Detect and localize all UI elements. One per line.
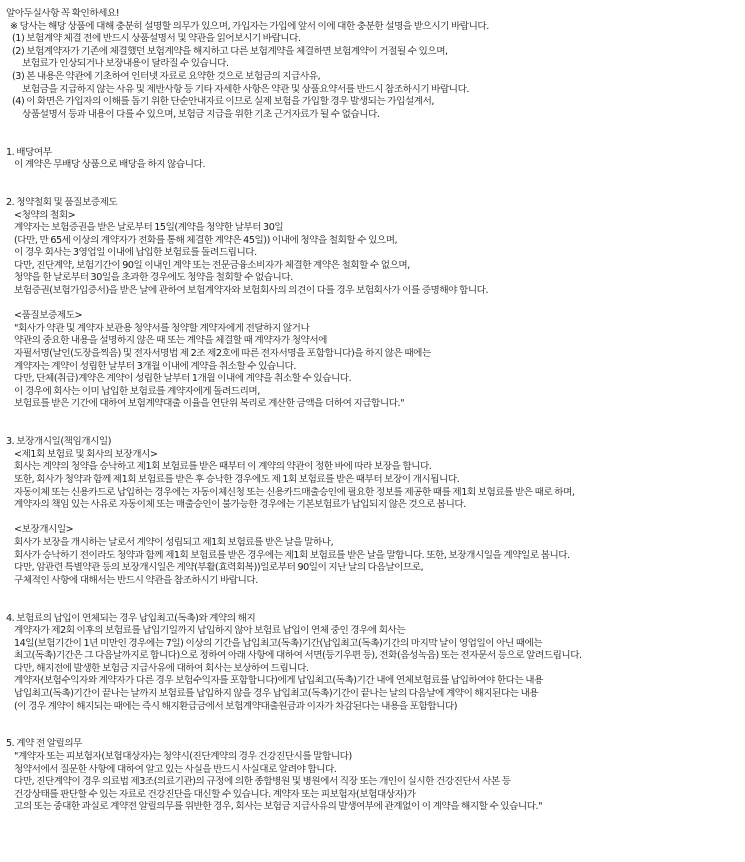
section-line: <보장개시일> bbox=[6, 524, 74, 536]
section-line: <제1회 보험료 및 회사의 보장개시> bbox=[6, 448, 158, 460]
section-line: 이 경우 회사는 3영업일 이내에 납입한 보험료를 돌려드립니다. bbox=[6, 247, 257, 259]
section-line: 또한, 회사가 청약과 함께 제1회 보험료를 받은 후 승낙한 경우에도 제 1회 보험료를 받은 때부터 보장이 개시됩니다. bbox=[6, 473, 460, 485]
section-line bbox=[6, 512, 741, 525]
section-line: <청약의 철회> bbox=[6, 209, 76, 221]
section-line: 청약을 한 날로부터 30일을 초과한 경우에도 청약을 철회할 수 없습니다. bbox=[6, 272, 293, 284]
section-line: (다만, 만 65세 이상의 계약자가 전화를 통해 체결한 계약은 45일)) 이내에 청약을 철회할 수 있으며, bbox=[6, 234, 398, 246]
spacer bbox=[6, 121, 741, 146]
section-line: 다만, 진단계약, 보험기간이 90일 이내인 계약 또는 전문금융소비자가 체결한 계약은 철회할 수 없으며, bbox=[6, 259, 410, 271]
section-line: 다만, 해지전에 발생한 보험금 지급사유에 대하여 회사는 보상하여 드립니다. bbox=[6, 662, 309, 674]
notice-line: 상품설명서 등과 내용이 다를 수 있으며, 보험금 지급을 위한 기초 근거자료가 될 수 없습니다. bbox=[6, 108, 380, 120]
section-heading: 1. 배당여부 bbox=[6, 146, 52, 158]
spacer bbox=[6, 713, 741, 738]
section-line: 계약자(보험수익자와 계약자가 다른 경우 보험수익자를 포함합니다)에게 납입최고(독촉)기간 내에 연체보험료를 납입하여야 한다는 내용 bbox=[6, 675, 543, 687]
section-line: 건강상태를 판단할 수 있는 자료로 건강진단을 대신할 수 있습니다. 계약자 또는 피보험자(보험대상자)가 bbox=[6, 788, 416, 800]
section-line: (이 경우 계약이 해지되는 때에는 즉시 해지환급금에서 보험계약대출원금과 이자가 차감된다는 내용을 포함합니다) bbox=[6, 700, 458, 712]
section-line: 이 계약은 무배당 상품으로 배당을 하지 않습니다. bbox=[6, 159, 205, 171]
notice-line: ※ 당사는 해당 상품에 대해 충분히 설명할 의무가 있으며, 가입자는 가입에 앞서 이에 대한 충분한 설명을 받으시기 바랍니다. bbox=[6, 20, 489, 32]
section-line: 자필서명(날인(도장을찍음) 및 전자서명법 제 2조 제2호에 따른 전자서명을 포함합니다)을 하지 않은 때에는 bbox=[6, 348, 431, 360]
notice-line: (3) 본 내용은 약관에 기초하여 인터넷 자료로 요약한 것으로 보험금의 지급사유, bbox=[6, 70, 321, 82]
section-line: 회사가 보장을 개시하는 날로서 계약이 성립되고 제1회 보험료를 받은 날을 말하나, bbox=[6, 536, 334, 548]
section-line: 납입최고(독촉)기간이 끝나는 날까지 보험료를 납입하지 않을 경우 납입최고(독촉)기간이 끝나는 날의 다음날에 계약이 해지된다는 내용 bbox=[6, 688, 539, 700]
section-line: 다만, 진단계약이 경우 의료법 제3조(의료기관)의 규정에 의한 종합병원 및 병원에서 직장 또는 개인이 실시한 건강진단서 사본 등 bbox=[6, 776, 511, 788]
section-line: "계약자 또는 피보험자(보험대상자)는 청약시(진단계약의 경우 건강진단시를 말합니다) bbox=[6, 751, 352, 763]
section-line: 약관의 중요한 내용을 설명하지 않은 때 또는 계약을 체결할 때 계약자가 청약서에 bbox=[6, 335, 327, 347]
section-line: 구체적인 사항에 대해서는 반드시 약관을 참조하시기 바랍니다. bbox=[6, 574, 258, 586]
section-line: 이 경우에 회사는 이미 납입한 보험료를 계약자에게 돌려드리며, bbox=[6, 385, 260, 397]
section-line: 보험료를 받은 기간에 대하여 보험계약대출 이율을 연단위 복리로 계산한 금액을 더하여 지급합니다." bbox=[6, 398, 405, 410]
spacer bbox=[6, 172, 741, 197]
section-line: 자동이체 또는 신용카드로 납입하는 경우에는 자동이체신청 또는 신용카드매출승인에 필요한 정보를 제공한 때를 제1회 보험료를 받은 때로 하며, bbox=[6, 486, 575, 498]
notice-title: 알아두실사항 꼭 확인하세요! bbox=[6, 8, 120, 19]
notice-line: (4) 이 화면은 가입자의 이해를 돕기 위한 단순안내자료 이므로 실제 보험을 가입할 경우 발생되는 가입설계서, bbox=[6, 96, 434, 108]
section-line: 14일(보험기간이 1년 미만인 경우에는 7일) 이상의 기간을 납입최고(독촉)기간(납입최고(독촉)기간의 마지막 날이 영업일이 아닌 때에는 bbox=[6, 637, 543, 649]
section-line: 회사는 계약의 청약을 승낙하고 제1회 보험료를 받은 때부터 이 계약의 약관이 정한 바에 따라 보장을 합니다. bbox=[6, 461, 432, 473]
spacer bbox=[6, 587, 741, 612]
section-heading: 5. 계약 전 알릴의무 bbox=[6, 738, 82, 750]
section-line: 보험증권(보험가입증서)을 받은 날에 관하여 보험계약자와 보험회사의 의견이 다를 경우 보험회사가 이를 증명해야 합니다. bbox=[6, 285, 489, 297]
section-line: 다만, 암관련 특별약관 등의 보장개시일은 계약(부활(효력회복))일로부터 90일이 지난 날의 다음날이므로, bbox=[6, 562, 424, 574]
section-heading: 2. 청약철회 및 품질보증제도 bbox=[6, 196, 118, 208]
notice-line: (2) 보험계약자가 기존에 체결했던 보험계약을 해지하고 다른 보험계약을 체결하면 보험계약이 거절될 수 있으며, bbox=[6, 45, 448, 57]
notice-line: 보험료가 인상되거나 보장내용이 달라질 수 있습니다. bbox=[6, 58, 229, 70]
section-heading: 4. 보험료의 납입이 연체되는 경우 납입최고(독촉)와 계약의 해지 bbox=[6, 612, 256, 624]
section-line bbox=[6, 298, 741, 311]
section-line: "회사가 약관 및 계약자 보관용 청약서를 청약할 계약자에게 전달하지 않거나 bbox=[6, 322, 310, 334]
spacer bbox=[6, 411, 741, 436]
section-line: 최고(독촉)기간은 그 다음날까지로 합니다)으로 정하여 아래 사항에 대하여 서면(등기우편 등), 전화(음성녹음) 또는 전자문서 등으로 알려드립니다. bbox=[6, 650, 582, 662]
section-line: <품질보증제도> bbox=[6, 310, 83, 322]
section-line: 회사가 승낙하기 전이라도 청약과 함께 제1회 보험료를 받은 경우에는 제1회 보험료를 받은 날을 말합니다. 또한, 보장개시일을 계약일로 봅니다. bbox=[6, 549, 570, 561]
section-line: 다만, 단체(취급)계약은 계약이 성립한 날부터 1개월 이내에 계약을 취소할 수 있습니다. bbox=[6, 373, 352, 385]
section-line: 계약자는 계약이 성립한 날부터 3개월 이내에 계약을 취소할 수 있습니다. bbox=[6, 360, 296, 372]
section-line: 계약자가 제2회 이후의 보험료를 납입기일까지 납입하지 않아 보험료 납입이 연체 중인 경우에 회사는 bbox=[6, 625, 406, 637]
section-line: 계약자는 보험증권을 받은 날로부터 15일(계약을 청약한 날부터 30일 bbox=[6, 222, 284, 234]
section-line: 청약서에서 질문한 사항에 대하여 알고 있는 사실을 반드시 사실대로 알려야 합니다. bbox=[6, 763, 337, 775]
section-heading: 3. 보장개시일(책임개시일) bbox=[6, 436, 112, 448]
notice-line: (1) 보험계약 체결 전에 반드시 상품설명서 및 약관을 읽어보시기 바랍니다. bbox=[6, 33, 301, 45]
section-line: 계약자의 책임 있는 사유로 자동이체 또는 매출승인이 불가능한 경우에는 기본보험료가 납입되지 않은 것으로 봅니다. bbox=[6, 499, 466, 511]
notice-line: 보험금을 지급하지 않는 사유 및 제반사항 등 기타 자세한 사항은 약관 및 상품요약서를 반드시 참조하시기 바랍니다. bbox=[6, 83, 470, 95]
section-line: 고의 또는 중대한 과실로 계약전 알릴의무를 위반한 경우, 회사는 보험금 지급사유의 발생여부에 관계없이 이 계약을 해지할 수 있습니다." bbox=[6, 801, 543, 813]
